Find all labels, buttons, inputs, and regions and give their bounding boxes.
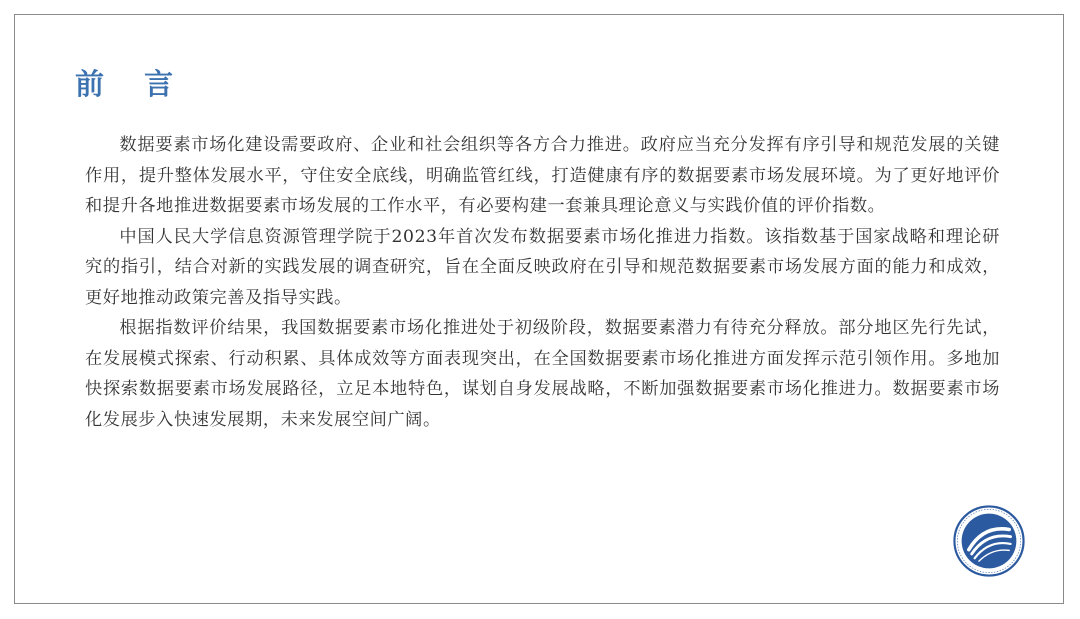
university-emblem-icon: [953, 505, 1025, 577]
paragraph-3: 根据指数评价结果，我国数据要素市场化推进处于初级阶段，数据要素潜力有待充分释放。部分地区先行先试，在发展模式探索、行动积累、具体成效等方面表现突出，在全国数据要素市场化推进方面发挥示范引领作用。多地加快探索数据要素市场发展路径，立足本地特色，谋划自身发展战略，不断加强数据要素市场化推进力。数据要素市场化发展步入快速发展期，未来发展空间广阔。: [85, 318, 1000, 430]
document-page: [14, 14, 1064, 604]
section-title: 前 言: [75, 67, 189, 101]
paragraph-1: 数据要素市场化建设需要政府、企业和社会组织等各方合力推进。政府应当充分发挥有序引导和规范发展的关键作用，提升整体发展水平，守住安全底线，明确监管红线，打造健康有序的数据要素市场发展环境。为了更好地评价和提升各地推进数据要素市场发展的工作水平，有必要构建一套兼具理论意义与实践价值的评价指数。: [85, 135, 1000, 216]
paragraph-2: 中国人民大学信息资源管理学院于2023年首次发布数据要素市场化推进力指数。该指数基于国家战略和理论研究的指引，结合对新的实践发展的调查研究，旨在全面反映政府在引导和规范数据要素市场发展方面的能力和成效，更好地推动政策完善及指导实践。: [85, 226, 1000, 308]
preface-body: [85, 130, 1000, 435]
